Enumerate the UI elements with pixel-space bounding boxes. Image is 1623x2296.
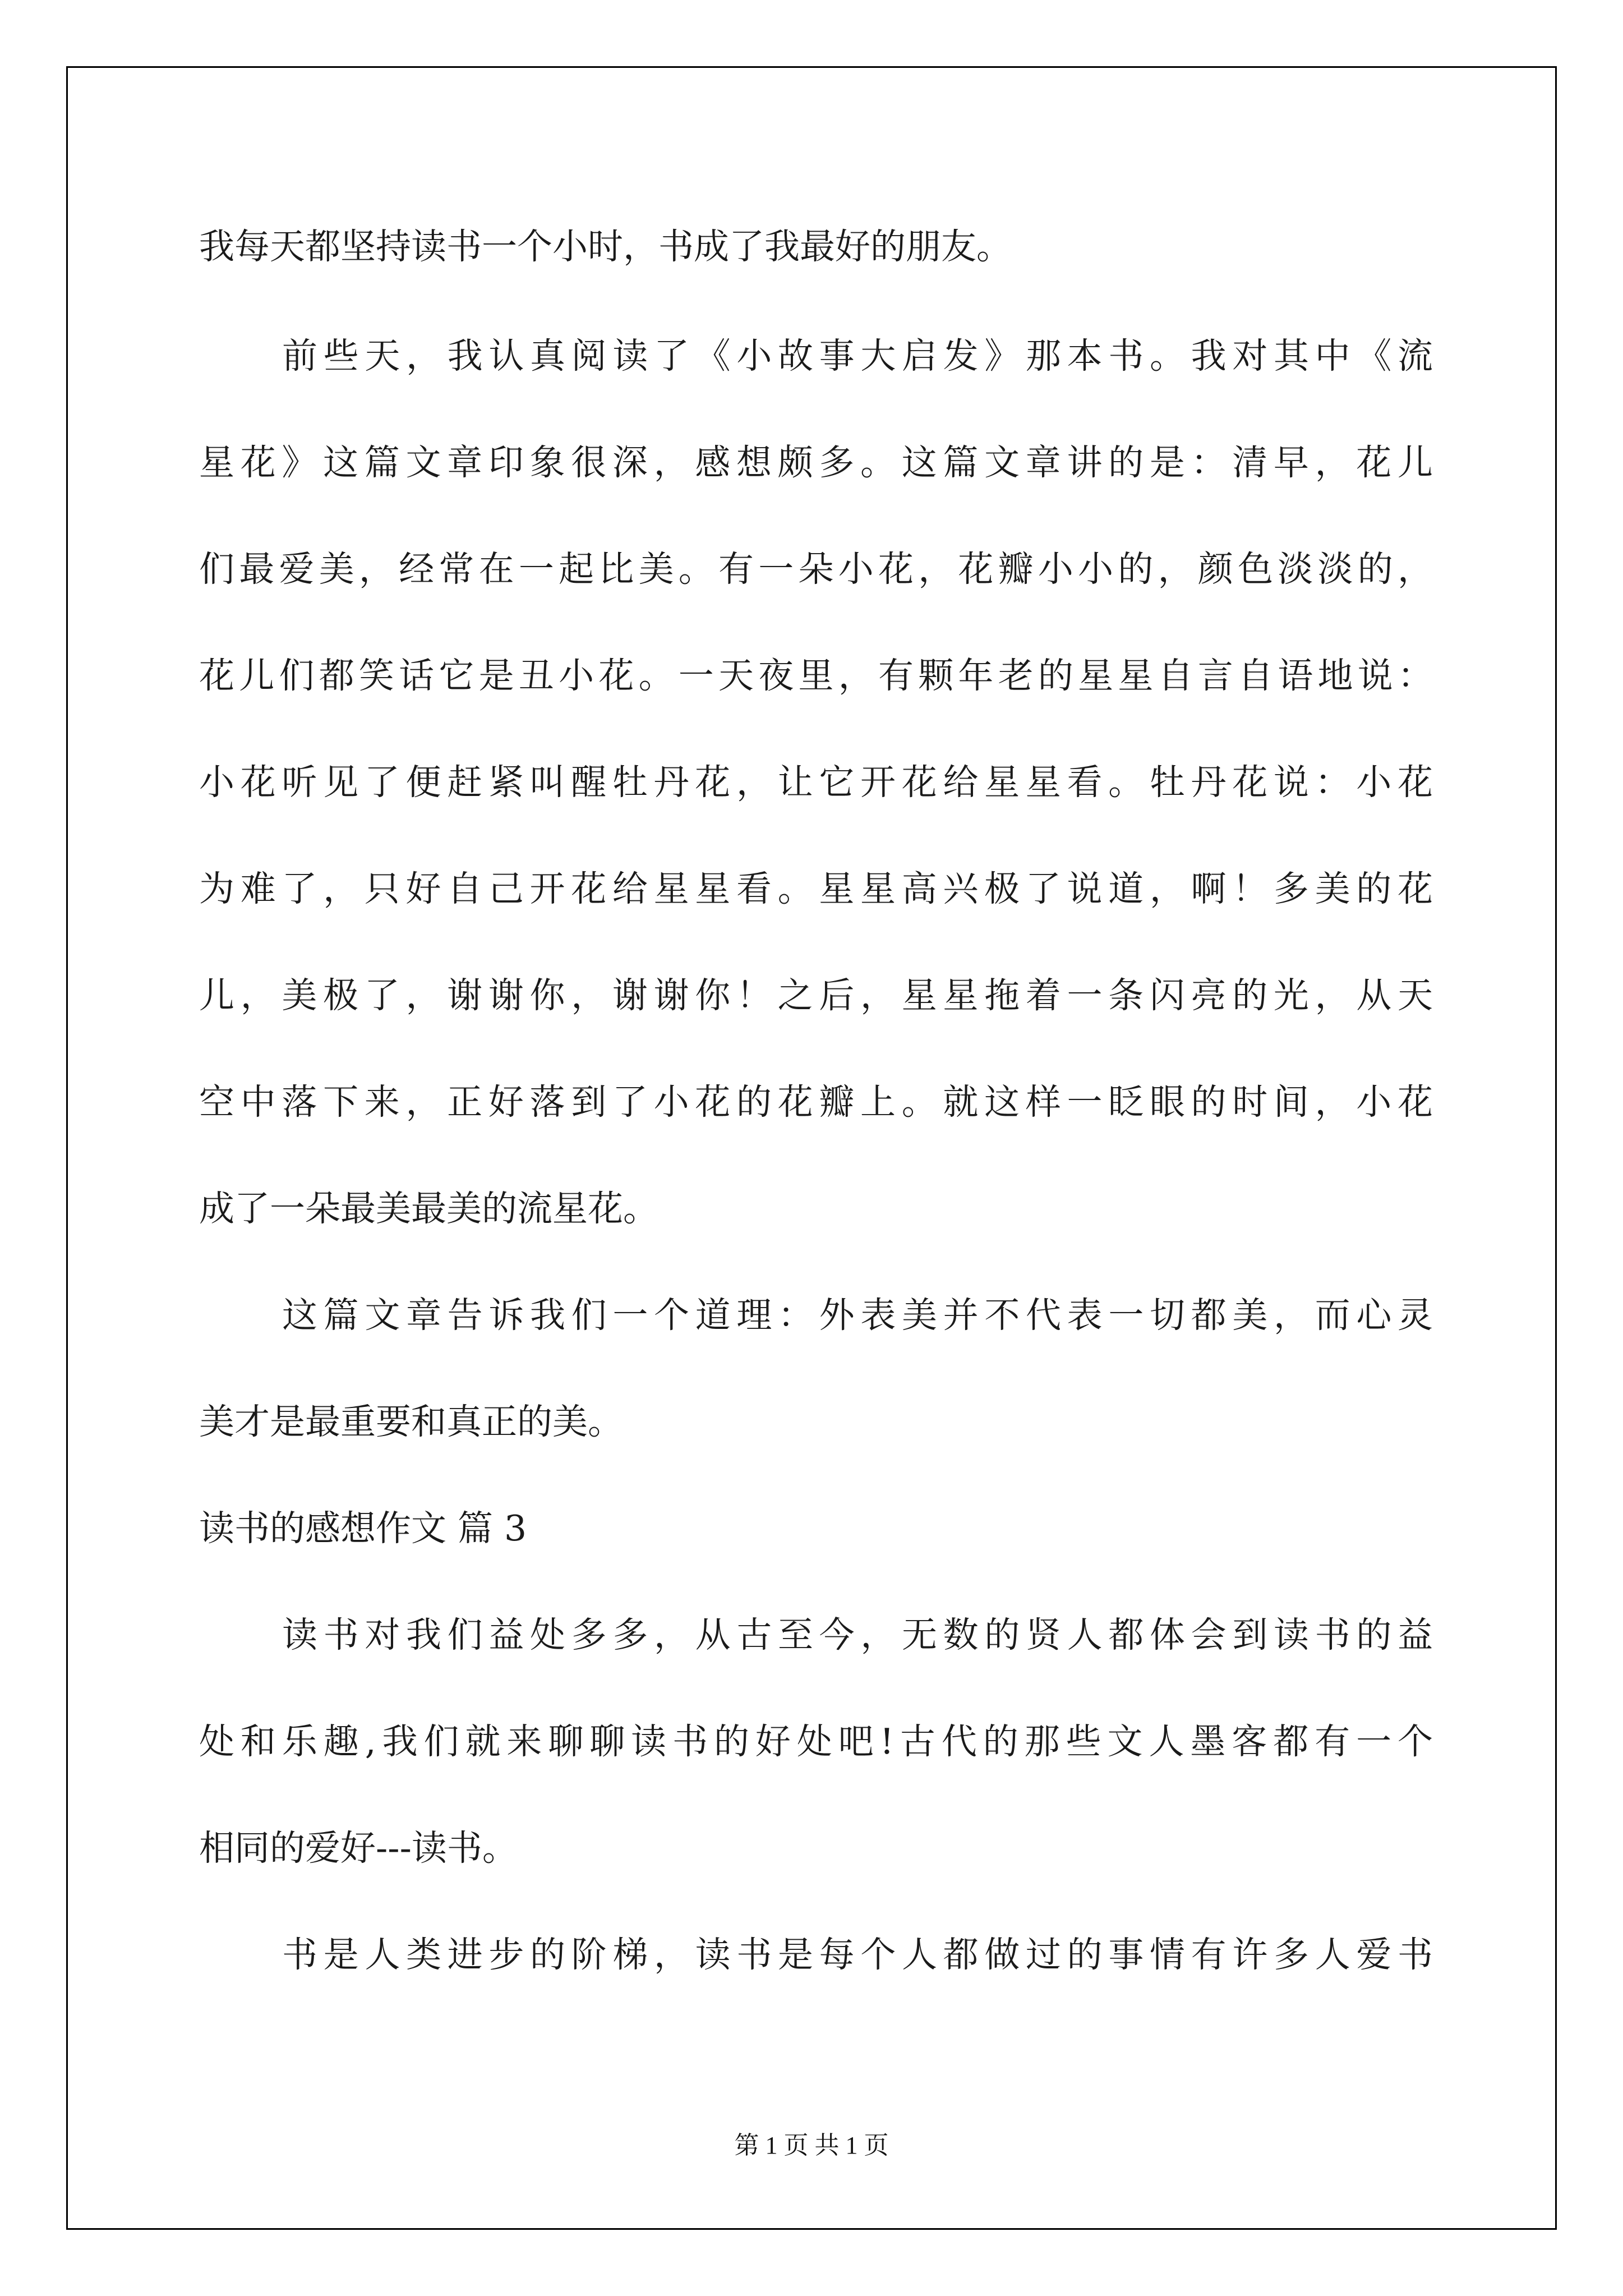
text-line: 书是人类进步的阶梯，读书是每个人都做过的事情有许多人爱书 xyxy=(282,1934,1433,1975)
text-line: 星花》这篇文章印象很深，感想颇多。这篇文章讲的是：清早，花儿 xyxy=(199,442,1433,483)
text-line: 相同的爱好---读书。 xyxy=(199,1828,518,1869)
text-line: 为难了，只好自己开花给星星看。星星高兴极了说道，啊！多美的花 xyxy=(199,868,1433,909)
text-line: 前些天，我认真阅读了《小故事大启发》那本书。我对其中《流 xyxy=(282,335,1433,376)
text-line: 成了一朵最美最美的流星花。 xyxy=(199,1188,658,1229)
text-line: 小花听见了便赶紧叫醒牡丹花，让它开花给星星看。牡丹花说：小花 xyxy=(199,762,1433,803)
page-footer: 第 1 页 共 1 页 xyxy=(734,2132,889,2159)
section-heading: 读书的感想作文 篇 3 xyxy=(199,1508,527,1549)
text-line: 花儿们都笑话它是丑小花。一天夜里，有颗年老的星星自言自语地说： xyxy=(199,655,1433,696)
page-border xyxy=(66,66,1557,2230)
text-line: 空中落下来，正好落到了小花的花瓣上。就这样一眨眼的时间，小花 xyxy=(199,1082,1433,1122)
text-line: 儿，美极了，谢谢你，谢谢你！之后，星星拖着一条闪亮的光，从天 xyxy=(199,975,1433,1016)
text-line: 美才是最重要和真正的美。 xyxy=(199,1401,623,1442)
text-line: 们最爱美，经常在一起比美。有一朵小花，花瓣小小的，颜色淡淡的， xyxy=(199,549,1433,590)
text-line: 我每天都坚持读书一个小时，书成了我最好的朋友。 xyxy=(199,226,1012,267)
text-line: 读书对我们益处多多，从古至今，无数的贤人都体会到读书的益 xyxy=(282,1614,1433,1655)
text-line: 这篇文章告诉我们一个道理：外表美并不代表一切都美，而心灵 xyxy=(282,1295,1433,1336)
text-line: 处和乐趣,我们就来聊聊读书的好处吧!古代的那些文人墨客都有一个 xyxy=(199,1721,1433,1762)
